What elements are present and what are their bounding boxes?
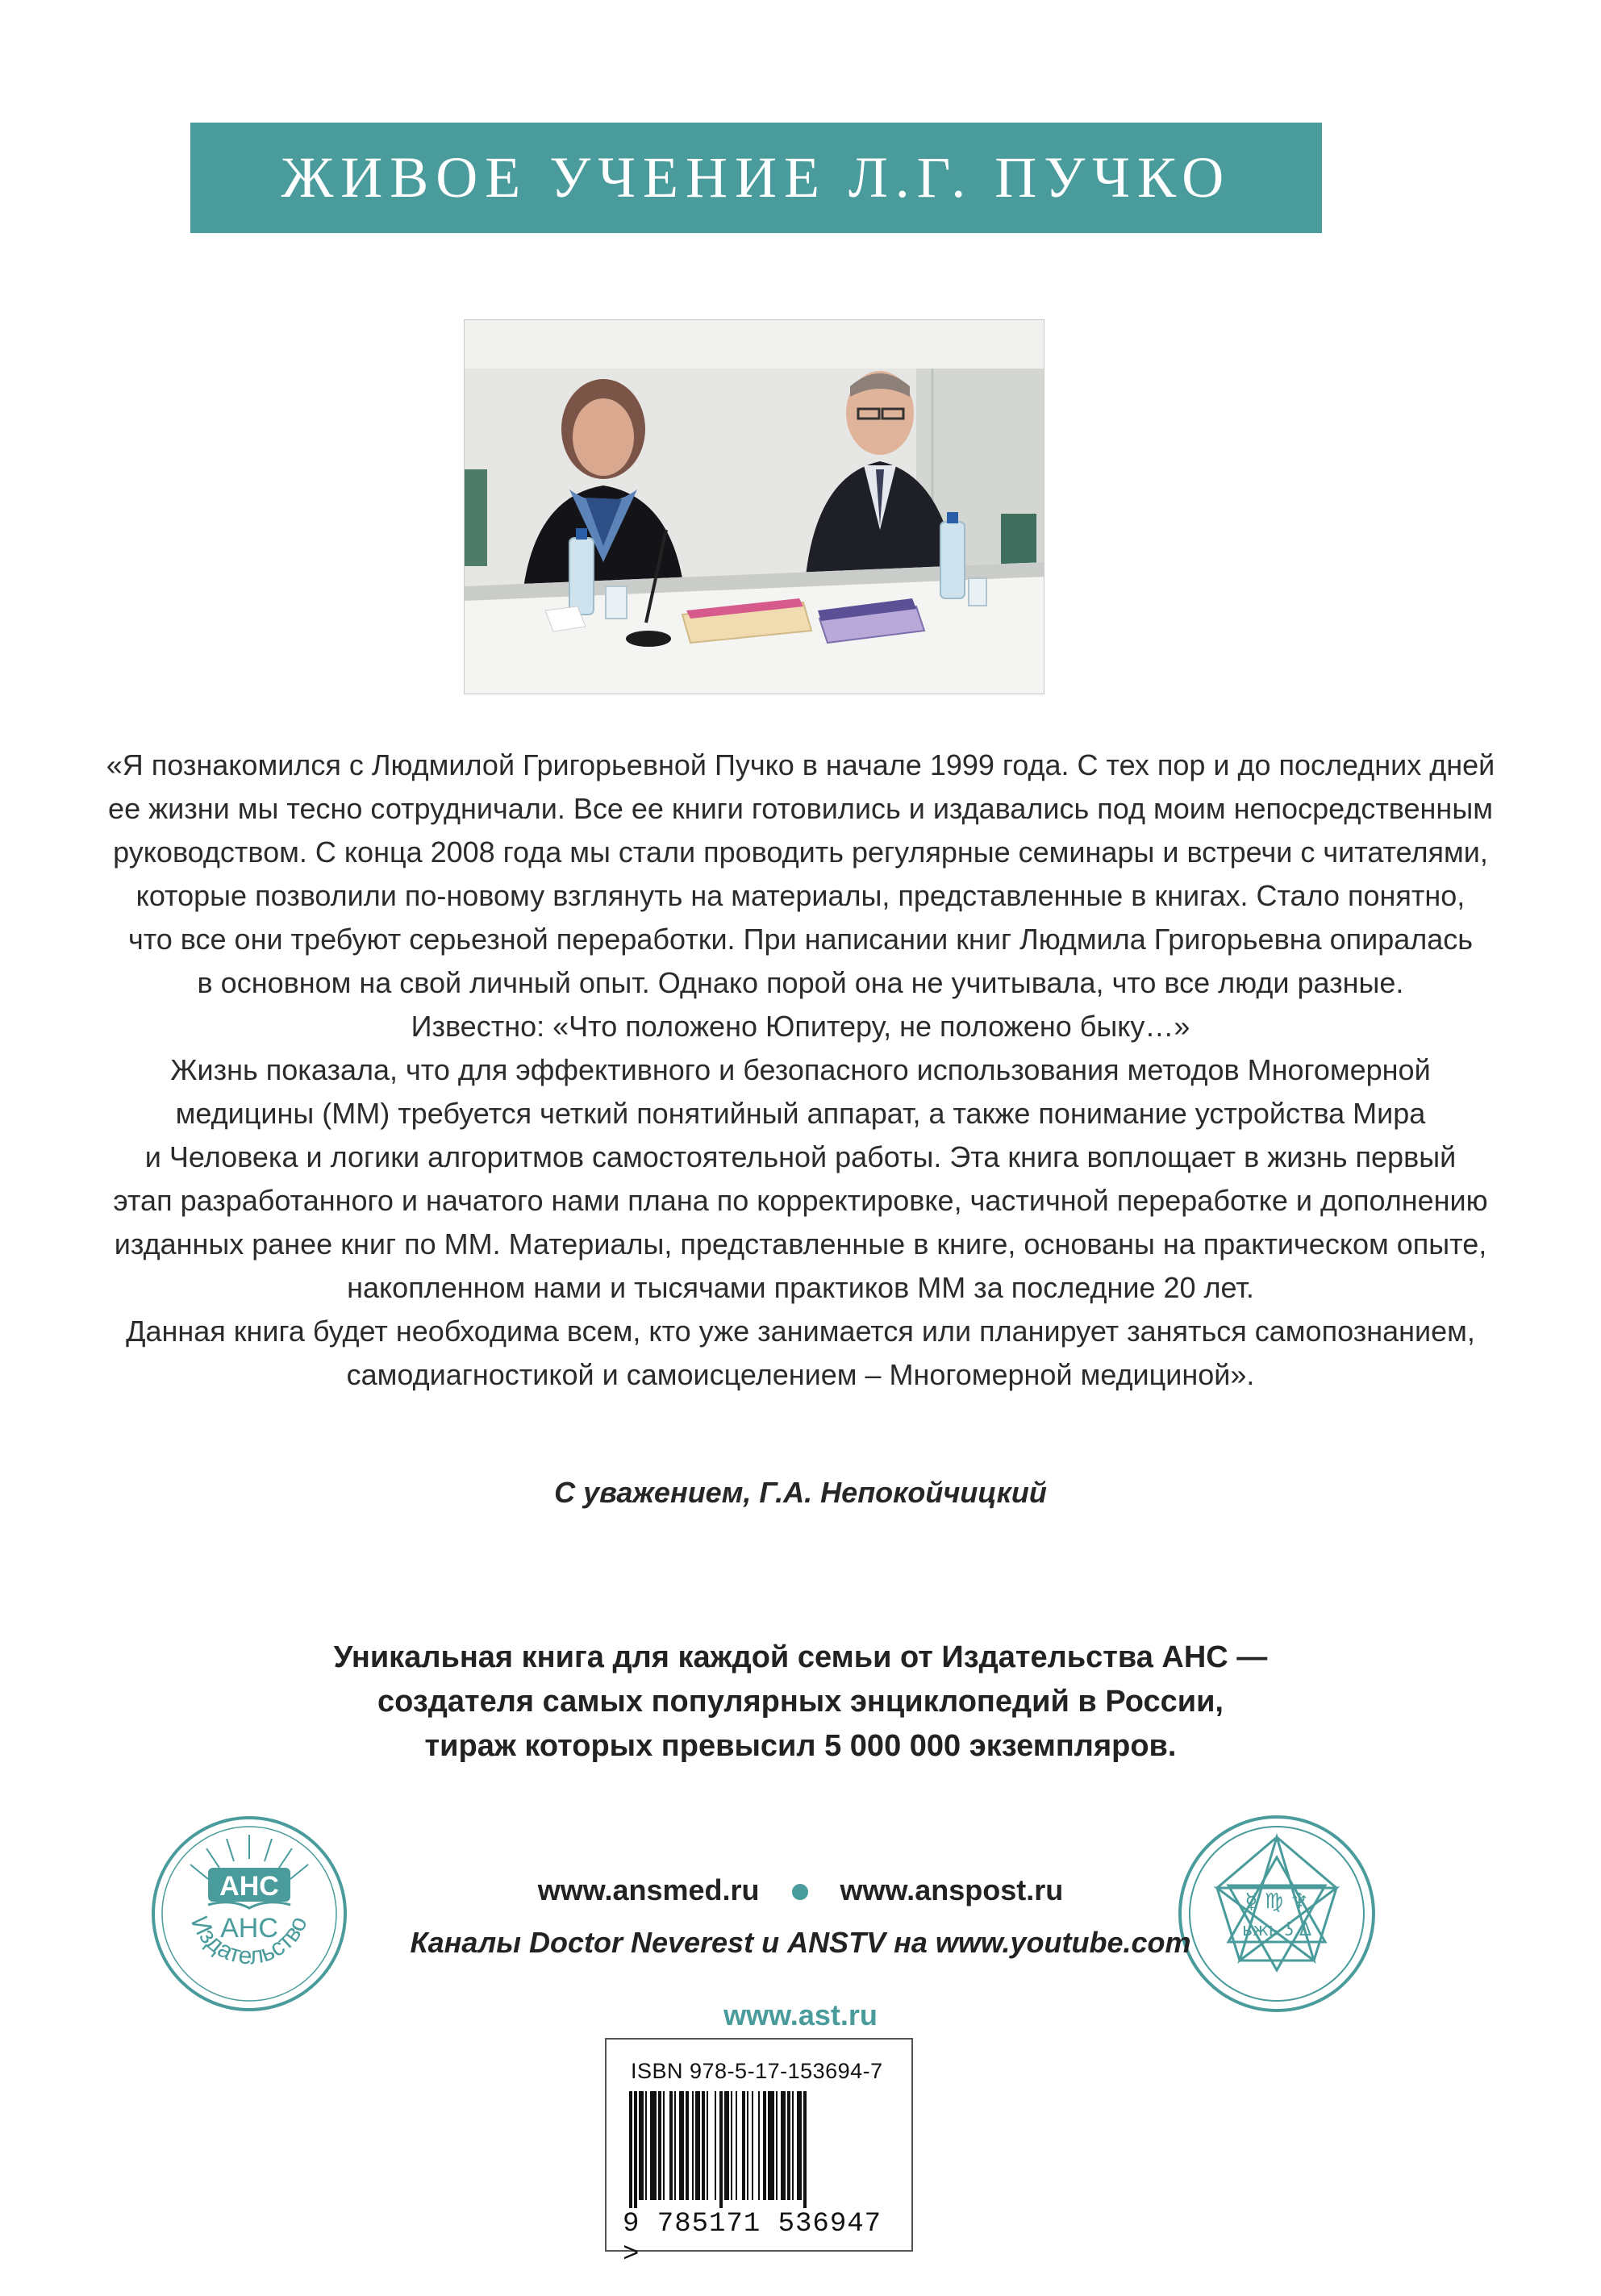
logo-letters: АНС: [219, 1871, 279, 1902]
quote-line: накопленном нами и тысячами практиков ММ за последние 20 лет.: [347, 1271, 1254, 1304]
title-banner: [190, 123, 1322, 233]
quote-line: «Я познакомился с Людмилой Григорьевной Пучко в начале 1999 года. С тех пор и до последних дней: [106, 748, 1495, 781]
quote-line: Жизнь показала, что для эффективного и безопасного использования методов Многомерной: [170, 1053, 1431, 1086]
quote-line: и Человека и логики алгоритмов самостоятельной работы. Эта книга воплощает в жизнь первый: [144, 1140, 1457, 1173]
promo-line: создателя самых популярных энциклопедий в России,: [377, 1685, 1224, 1719]
website-links: [0, 1873, 1601, 1907]
emblem-glyphs-top: ☿ ♍ ♆: [1245, 1890, 1309, 1914]
quote-line: медицины (ММ) требуется четкий понятийный аппарат, а также понимание устройства Мира: [175, 1097, 1426, 1130]
separator-dot-icon: [792, 1884, 808, 1900]
quote-signature: С уважением, Г.А. Непокойчицкий: [554, 1476, 1047, 1509]
quote-text: [56, 744, 1545, 1397]
promo-line: Уникальная книга для каждой семьи от Издательства АНС —: [333, 1640, 1268, 1674]
youtube-channels: Каналы Doctor Neverest и ANSTV на www.youtube.com: [410, 1926, 1191, 1959]
logo-abbr: АНС: [220, 1913, 278, 1944]
link-anspost[interactable]: www.anspost.ru: [840, 1873, 1064, 1906]
link-ansmed[interactable]: www.ansmed.ru: [537, 1873, 760, 1906]
author-photo: [464, 319, 1044, 694]
barcode-digits: 9 785171 536947 >: [623, 2209, 882, 2270]
quote-line: ее жизни мы тесно сотрудничали. Все ее книги готовились и издавались под моим непосредственным: [108, 792, 1493, 825]
series-title: ЖИВОЕ УЧЕНИЕ Л.Г. ПУЧКО: [281, 145, 1232, 210]
quote-line: этап разработанного и начатого нами плана по корректировке, частичной переработке и дополнению: [113, 1184, 1488, 1217]
publisher-logo: [150, 1815, 348, 2013]
isbn-barcode: [605, 2038, 913, 2270]
emblem-glyphs-bottom: ьжь ʖ Δ: [1241, 1920, 1312, 1940]
quote-line: что все они требуют серьезной переработки. При написании книг Людмила Григорьевна опиралась: [127, 923, 1474, 956]
promo-line: тираж которых превысил 5 000 000 экземпляров.: [424, 1729, 1177, 1763]
quote-line: которые позволили по-новому взглянуть на материалы, представленные в книгах. Стало понятно,: [136, 879, 1465, 912]
promo-text: [0, 1636, 1601, 1769]
quote-line: изданных ранее книг по ММ. Материалы, представленные в книге, основаны на практическом опыте,: [114, 1227, 1487, 1261]
quote-line: Данная книга будет необходима всем, кто уже занимается или планирует заняться самопознанием,: [126, 1315, 1475, 1348]
link-ast[interactable]: www.ast.ru: [723, 1998, 878, 2031]
logo-word: Издательство: [186, 1911, 313, 1970]
isbn-number: ISBN 978-5-17-153694-7: [631, 2059, 883, 2083]
quote-line: самодиагностикой и самоисцелением – Многомерной медициной».: [346, 1358, 1255, 1391]
emblem-logo: [1176, 1813, 1378, 2015]
quote-line: Известно: «Что положено Юпитеру, не положено быку…»: [411, 1010, 1190, 1043]
quote-line: руководством. С конца 2008 года мы стали проводить регулярные семинары и встречи с читателями,: [113, 835, 1488, 869]
barcode-icon: [623, 2091, 897, 2208]
quote-line: в основном на свой личный опыт. Однако порой она не учитывала, что все люди разные.: [197, 966, 1404, 999]
